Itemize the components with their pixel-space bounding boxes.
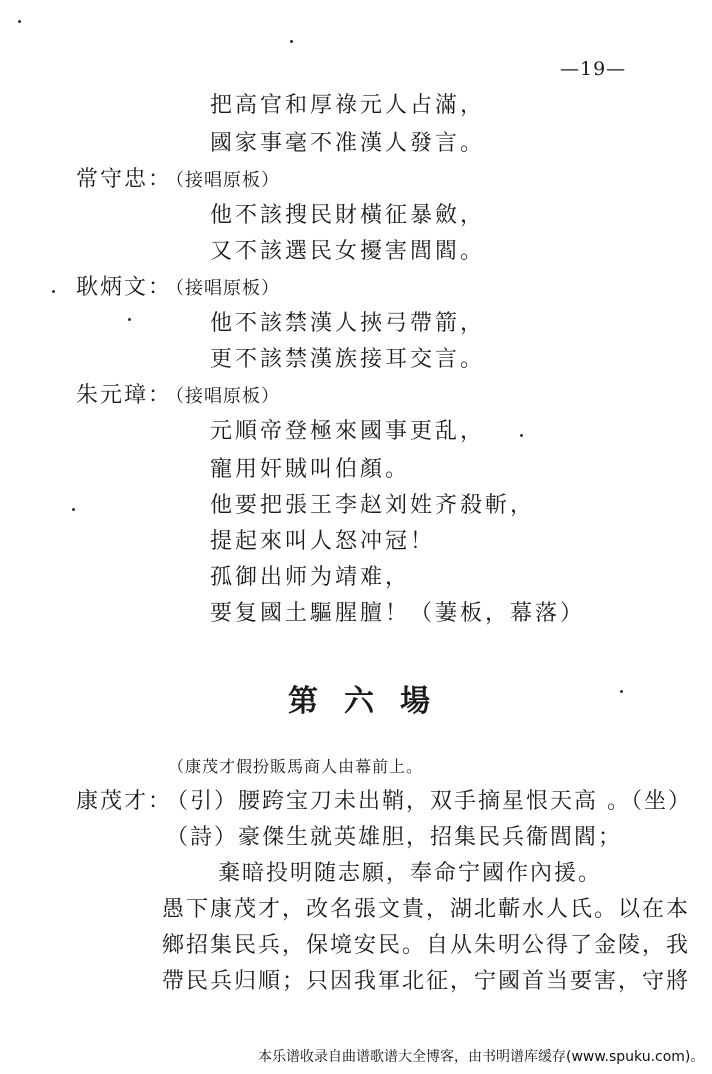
dialogue-line: 帶民兵归順；只因我軍北征，宁國首当要害，守將: [162, 969, 691, 994]
lyric-line: 提起來叫人怒冲冠！: [210, 529, 436, 554]
scan-speck: [620, 690, 623, 693]
singing-cue: （接唱原板）: [166, 170, 280, 191]
speaker-name: 朱元璋：: [76, 383, 173, 408]
scan-speck: [18, 20, 21, 23]
dialogue-line: 愚下康茂才，改名張文貴，湖北蘄水人氏。以在本: [162, 897, 691, 922]
dialogue-line: （引）腰跨宝刀未出鞘，双手摘星恨天高 。（坐）: [166, 789, 692, 814]
scene-title: 第六場: [288, 684, 456, 719]
scan-speck: [72, 508, 75, 511]
speaker-name: 耿炳文：: [76, 275, 173, 300]
lyric-line: 他要把張王李赵刘姓齐殺斬，: [210, 493, 536, 518]
lyric-line: 孤御出师为靖难，: [210, 565, 411, 590]
dialogue-line: 鄉招集民兵，保境安民。自从朱明公得了金陵，我: [162, 933, 691, 958]
scan-speck: [128, 318, 131, 321]
lyric-line: 國家事毫不准漢人發言。: [210, 131, 486, 156]
dialogue-line: 棄暗投明随志願，奉命宁國作內援。: [218, 861, 603, 886]
singing-cue: （接唱原板）: [166, 278, 280, 299]
scan-speck: [290, 40, 293, 43]
stage-direction: （康茂才假扮販馬商人由幕前上。: [168, 757, 424, 776]
lyric-line: 元順帝登極來國事更乱，: [210, 419, 486, 444]
lyric-line: 更不該禁漢族接耳交言。: [210, 347, 486, 372]
dialogue-line: （詩）豪傑生就英雄胆，招集民兵衞閭閻；: [166, 825, 623, 850]
singing-cue: （接唱原板）: [166, 386, 280, 407]
speaker-name: 康茂才：: [76, 789, 173, 814]
speaker-name: 常守忠：: [76, 167, 173, 192]
lyric-line: 又不該選民女擾害閭閻。: [210, 239, 486, 264]
footer-note: 本乐谱收录自曲谱歌谱大全博客，由书明谱库缓存(www.spuku.com)。: [258, 1049, 705, 1065]
lyric-line: 要复國土驅腥膻！（萋板，幕落）: [210, 601, 586, 626]
page-number: —19—: [560, 58, 627, 80]
lyric-line: 寵用奸賊叫伯顏。: [210, 457, 411, 482]
lyric-line: 他不該禁漢人挾弓帶箭，: [210, 311, 486, 336]
lyric-line: 他不該搜民財橫征暴斂，: [210, 203, 486, 228]
lyric-line: 把高官和厚祿元人占滿，: [210, 93, 486, 118]
scan-speck: [520, 434, 523, 437]
scan-speck: [52, 290, 55, 293]
